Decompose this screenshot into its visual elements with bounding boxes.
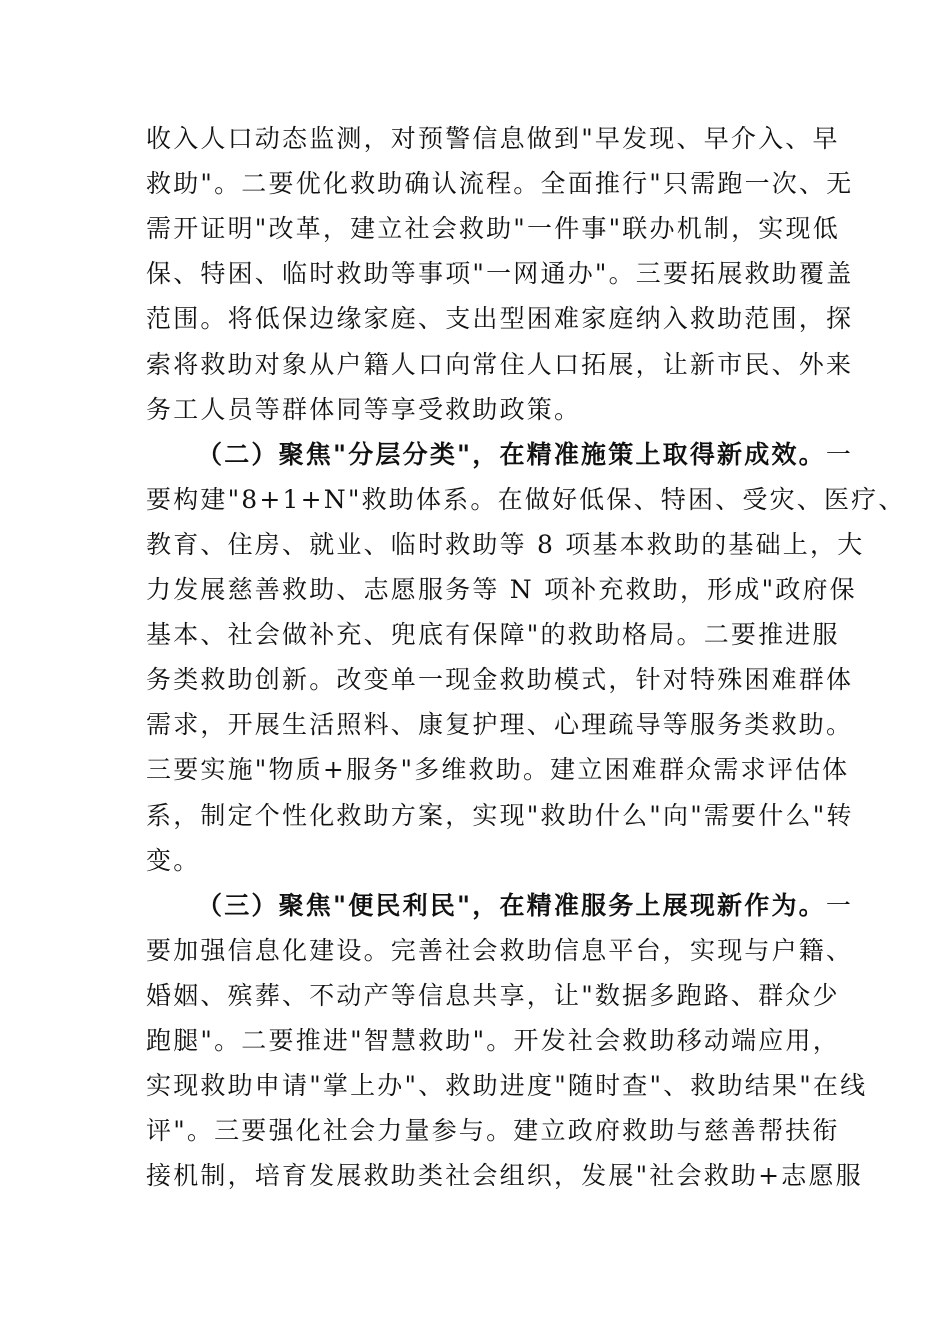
paragraph-text: 务类救助创新。改变单一现金救助模式，针对特殊困难群体: [146, 665, 854, 695]
paragraph-text: 变。: [146, 845, 201, 875]
paragraph-text: 评"。三要强化社会力量参与。建立政府救助与慈善帮扶衔: [146, 1116, 840, 1146]
paragraph-text: 要加强信息化建设。完善社会救助信息平台，实现与户籍、: [146, 935, 854, 965]
section-heading-text: （二）聚焦"分层分类"，在精准施策上取得新成效。: [197, 439, 826, 469]
body-text-line: [146, 658, 854, 702]
body-text-line: [146, 388, 846, 432]
body-text-line: [146, 523, 865, 567]
body-text-line: [146, 117, 846, 161]
body-text-line: [146, 162, 854, 206]
paragraph-text: 力发展慈善救助、志愿服务等 N 项补充救助，形成"政府保: [146, 575, 857, 604]
body-text-line: [146, 703, 854, 747]
paragraph-text: 务工人员等群体同等享受救助政策。: [146, 394, 582, 424]
body-text-line: [146, 613, 846, 657]
body-text-line: [146, 1154, 863, 1198]
section-heading-text: （三）聚焦"便民利民"，在精准服务上展现新作为。: [197, 890, 826, 920]
body-text-line: [146, 1109, 846, 1153]
paragraph-text: 索将救助对象从户籍人口向常住人口拓展，让新市民、外来: [146, 349, 854, 379]
paragraph-text: 一: [825, 890, 854, 920]
body-text-line: [146, 929, 854, 973]
body-text-line: [146, 297, 854, 341]
paragraph-text: 教育、住房、就业、临时救助等 8 项基本救助的基础上，大: [146, 529, 865, 559]
paragraph-text: 需开证明"改革，建立社会救助"一件事"联办机制，实现低: [146, 214, 840, 244]
body-text-line: [146, 794, 854, 838]
paragraph-text: 三要实施"物质+服务"多维救助。建立困难群众需求评估体: [146, 755, 850, 785]
paragraph-text: 救助"。二要优化救助确认流程。全面推行"只需跑一次、无: [146, 169, 854, 199]
paragraph-text: 收入人口动态监测，对预警信息做到"早发现、早介入、早: [146, 124, 840, 153]
paragraph-text: 需求，开展生活照料、康复护理、心理疏导等服务类救助。: [146, 710, 854, 740]
paragraph-text: 实现救助申请"掌上办"、救助进度"随时查"、救助结果"在线: [146, 1071, 868, 1101]
paragraph-text: 接机制，培育发展救助类社会组织，发展"社会救助+志愿服: [146, 1161, 863, 1191]
paragraph-text: 要构建"8+1+N"救助体系。在做好低保、特困、受灾、医疗、: [146, 484, 906, 514]
body-text-line: [146, 1064, 868, 1108]
body-text-line: [146, 478, 906, 522]
paragraph-text: 基本、社会做补充、兜底有保障"的救助格局。二要推进服: [146, 620, 840, 650]
body-text-line: [146, 1019, 846, 1063]
body-text-line: [146, 568, 857, 612]
paragraph-text: 跑腿"。二要推进"智慧救助"。开发社会救助移动端应用，: [146, 1026, 840, 1055]
body-text-line: [146, 748, 850, 792]
section-heading-line: [197, 884, 897, 928]
body-text-line: [146, 207, 846, 251]
paragraph-text: 保、特困、临时救助等事项"一网通办"。三要拓展救助覆盖: [146, 259, 854, 289]
body-text-line: [146, 343, 854, 387]
paragraph-text: 一: [825, 439, 854, 469]
paragraph-text: 系，制定个性化救助方案，实现"救助什么"向"需要什么"转: [146, 800, 854, 830]
paragraph-text: 婚姻、殡葬、不动产等信息共享，让"数据多跑路、群众少: [146, 980, 840, 1010]
body-text-line: [146, 839, 846, 883]
body-text-line: [146, 974, 846, 1018]
body-text-line: [146, 252, 854, 296]
section-heading-line: [197, 433, 897, 477]
paragraph-text: 范围。将低保边缘家庭、支出型困难家庭纳入救助范围，探: [146, 304, 854, 334]
